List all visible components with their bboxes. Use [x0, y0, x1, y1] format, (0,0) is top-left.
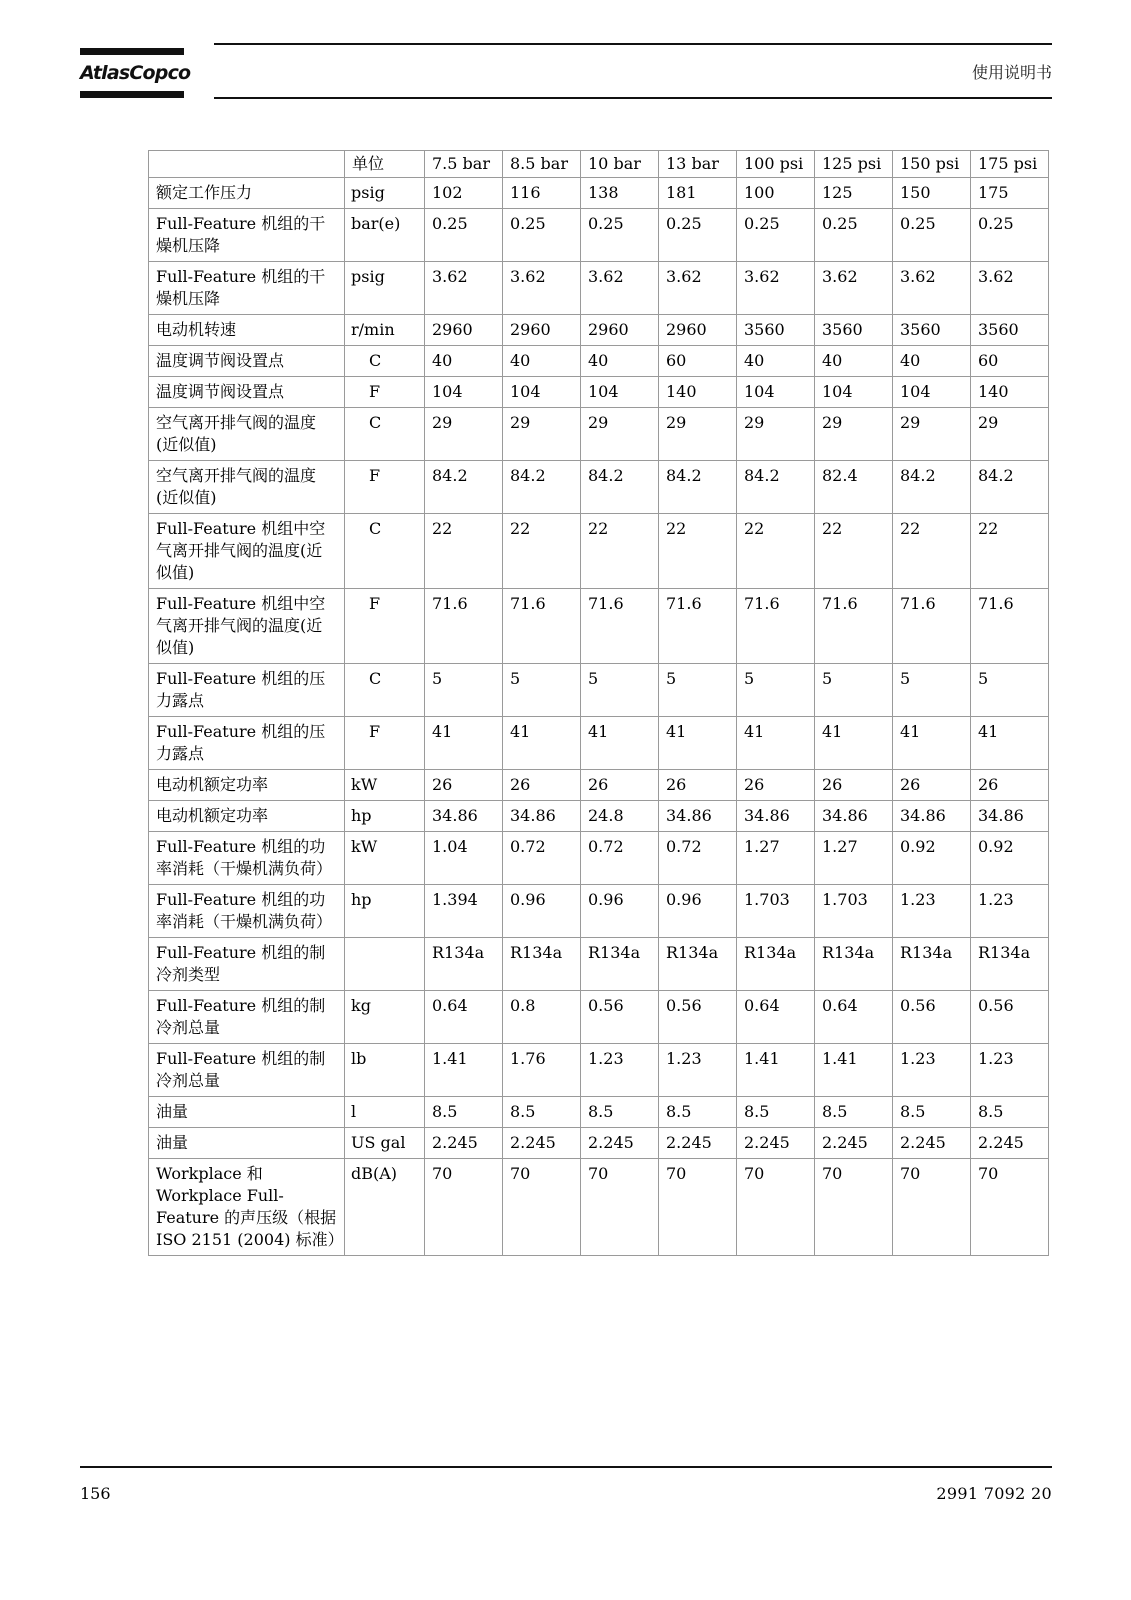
row-value: R134a: [659, 938, 737, 991]
table-row: [149, 1128, 1049, 1159]
row-unit: l: [345, 1097, 425, 1128]
row-value: 71.6: [425, 589, 503, 664]
row-value: 125: [815, 178, 893, 209]
row-value: 40: [737, 346, 815, 377]
row-value: 138: [581, 178, 659, 209]
row-value: 70: [503, 1159, 581, 1256]
document-title: 使用说明书: [971, 63, 1052, 82]
row-value: 0.72: [503, 832, 581, 885]
row-value: 116: [503, 178, 581, 209]
row-unit: kg: [345, 991, 425, 1044]
row-value: 5: [503, 664, 581, 717]
table-row: [149, 885, 1049, 938]
row-label: 空气离开排气阀的温度(近似值): [149, 461, 345, 514]
row-value: 1.23: [971, 1044, 1049, 1097]
row-unit: lb: [345, 1044, 425, 1097]
table-row: [149, 717, 1049, 770]
row-value: 104: [737, 377, 815, 408]
row-value: 84.2: [659, 461, 737, 514]
header-rule-top: [214, 43, 1052, 45]
row-value: 70: [425, 1159, 503, 1256]
row-value: 3560: [971, 315, 1049, 346]
row-value: 40: [503, 346, 581, 377]
row-value: 0.56: [971, 991, 1049, 1044]
row-label: Full-Feature 机组的压力露点: [149, 664, 345, 717]
row-value: 71.6: [815, 589, 893, 664]
row-label: Full-Feature 机组的干燥机压降: [149, 209, 345, 262]
row-value: 41: [893, 717, 971, 770]
row-value: 2.245: [893, 1128, 971, 1159]
row-value: 40: [581, 346, 659, 377]
row-label: Full-Feature 机组的制冷剂总量: [149, 1044, 345, 1097]
row-label: Full-Feature 机组中空气离开排气阀的温度(近似值): [149, 514, 345, 589]
row-value: R134a: [893, 938, 971, 991]
row-value: 24.8: [581, 801, 659, 832]
row-value: 60: [659, 346, 737, 377]
row-value: 0.8: [503, 991, 581, 1044]
footer-rule: [80, 1466, 1052, 1468]
row-value: 8.5: [503, 1097, 581, 1128]
row-unit: kW: [345, 832, 425, 885]
column-header-unit: 单位: [345, 151, 425, 178]
table-row: [149, 1044, 1049, 1097]
column-header-pressure: 150 psi: [893, 151, 971, 178]
row-value: 3560: [815, 315, 893, 346]
row-value: R134a: [503, 938, 581, 991]
row-value: 70: [659, 1159, 737, 1256]
row-value: 0.25: [581, 209, 659, 262]
row-value: 3.62: [425, 262, 503, 315]
row-value: 70: [581, 1159, 659, 1256]
table-header-row: [149, 151, 1049, 178]
row-value: 29: [581, 408, 659, 461]
row-value: 8.5: [971, 1097, 1049, 1128]
column-header-pressure: 175 psi: [971, 151, 1049, 178]
table-row: [149, 801, 1049, 832]
row-unit: F: [345, 461, 425, 514]
row-value: 0.96: [659, 885, 737, 938]
table-row: [149, 262, 1049, 315]
logo-bar-top: [80, 48, 184, 55]
row-unit: psig: [345, 178, 425, 209]
row-value: 34.86: [659, 801, 737, 832]
row-value: 1.23: [659, 1044, 737, 1097]
row-unit: kW: [345, 770, 425, 801]
table-row: [149, 832, 1049, 885]
row-value: 8.5: [581, 1097, 659, 1128]
row-value: 34.86: [971, 801, 1049, 832]
row-value: 5: [737, 664, 815, 717]
row-unit: C: [345, 664, 425, 717]
table-row: [149, 209, 1049, 262]
row-value: 5: [971, 664, 1049, 717]
row-value: 1.27: [815, 832, 893, 885]
column-header-pressure: 8.5 bar: [503, 151, 581, 178]
row-value: R134a: [971, 938, 1049, 991]
row-label: 电动机转速: [149, 315, 345, 346]
row-value: R134a: [425, 938, 503, 991]
row-value: 40: [425, 346, 503, 377]
row-value: 34.86: [503, 801, 581, 832]
row-value: 71.6: [659, 589, 737, 664]
row-unit: dB(A): [345, 1159, 425, 1256]
column-header-pressure: 13 bar: [659, 151, 737, 178]
row-value: 26: [659, 770, 737, 801]
row-value: R134a: [581, 938, 659, 991]
row-value: 22: [581, 514, 659, 589]
row-value: 1.27: [737, 832, 815, 885]
row-value: 26: [893, 770, 971, 801]
row-value: 2.245: [581, 1128, 659, 1159]
row-value: 84.2: [581, 461, 659, 514]
row-value: 0.25: [737, 209, 815, 262]
row-label: 电动机额定功率: [149, 770, 345, 801]
row-value: 1.76: [503, 1044, 581, 1097]
row-value: 22: [893, 514, 971, 589]
row-value: 84.2: [503, 461, 581, 514]
column-header-pressure: 10 bar: [581, 151, 659, 178]
row-value: 1.23: [893, 885, 971, 938]
row-value: 104: [503, 377, 581, 408]
row-value: 0.56: [581, 991, 659, 1044]
row-value: 102: [425, 178, 503, 209]
row-value: 1.703: [737, 885, 815, 938]
row-value: 1.23: [581, 1044, 659, 1097]
column-header-pressure: 100 psi: [737, 151, 815, 178]
row-value: 29: [971, 408, 1049, 461]
row-value: 70: [971, 1159, 1049, 1256]
column-header-pressure: 125 psi: [815, 151, 893, 178]
column-header-label: [149, 151, 345, 178]
row-value: 22: [971, 514, 1049, 589]
row-unit: F: [345, 589, 425, 664]
row-value: 71.6: [737, 589, 815, 664]
table-row: [149, 514, 1049, 589]
row-value: 3560: [893, 315, 971, 346]
row-value: 100: [737, 178, 815, 209]
row-value: 40: [815, 346, 893, 377]
row-value: 2.245: [425, 1128, 503, 1159]
row-value: 0.72: [581, 832, 659, 885]
table-row: [149, 770, 1049, 801]
row-value: 0.96: [503, 885, 581, 938]
row-value: 0.96: [581, 885, 659, 938]
row-value: 34.86: [815, 801, 893, 832]
row-value: 2960: [659, 315, 737, 346]
row-unit: F: [345, 377, 425, 408]
row-value: 60: [971, 346, 1049, 377]
row-value: 22: [737, 514, 815, 589]
header-rule-bottom: [214, 97, 1052, 99]
row-value: 0.25: [425, 209, 503, 262]
row-value: 104: [893, 377, 971, 408]
row-value: 70: [737, 1159, 815, 1256]
row-value: 2.245: [503, 1128, 581, 1159]
row-value: 26: [503, 770, 581, 801]
row-value: 104: [425, 377, 503, 408]
table-row: [149, 461, 1049, 514]
table-row: [149, 991, 1049, 1044]
table-row: [149, 315, 1049, 346]
row-value: 22: [425, 514, 503, 589]
table-row: [149, 346, 1049, 377]
row-value: 41: [425, 717, 503, 770]
row-value: 26: [581, 770, 659, 801]
row-value: 3560: [737, 315, 815, 346]
row-value: 29: [659, 408, 737, 461]
row-value: R134a: [815, 938, 893, 991]
row-label: 油量: [149, 1097, 345, 1128]
row-value: 84.2: [737, 461, 815, 514]
row-value: 41: [971, 717, 1049, 770]
row-value: 2.245: [815, 1128, 893, 1159]
table-row: [149, 1097, 1049, 1128]
row-label: 温度调节阀设置点: [149, 346, 345, 377]
table-body: [149, 178, 1049, 1256]
row-value: 0.64: [815, 991, 893, 1044]
row-value: 2960: [581, 315, 659, 346]
row-value: 2.245: [971, 1128, 1049, 1159]
row-value: 26: [425, 770, 503, 801]
row-value: 84.2: [971, 461, 1049, 514]
row-unit: r/min: [345, 315, 425, 346]
row-label: 电动机额定功率: [149, 801, 345, 832]
row-value: 2960: [425, 315, 503, 346]
row-value: 1.394: [425, 885, 503, 938]
row-value: 1.703: [815, 885, 893, 938]
row-unit: C: [345, 346, 425, 377]
row-value: 0.25: [971, 209, 1049, 262]
row-unit: hp: [345, 885, 425, 938]
row-value: 2960: [503, 315, 581, 346]
row-value: 3.62: [971, 262, 1049, 315]
row-value: 0.56: [659, 991, 737, 1044]
row-value: 26: [737, 770, 815, 801]
row-value: 26: [971, 770, 1049, 801]
row-value: 41: [815, 717, 893, 770]
row-value: 82.4: [815, 461, 893, 514]
logo-wordmark: AtlasCopco: [80, 62, 191, 84]
row-value: 41: [737, 717, 815, 770]
row-value: 22: [815, 514, 893, 589]
row-label: Full-Feature 机组的功率消耗（干燥机满负荷）: [149, 832, 345, 885]
row-value: 29: [503, 408, 581, 461]
row-value: 1.41: [425, 1044, 503, 1097]
row-value: 71.6: [971, 589, 1049, 664]
row-value: 150: [893, 178, 971, 209]
row-value: 0.64: [425, 991, 503, 1044]
row-label: 空气离开排气阀的温度(近似值): [149, 408, 345, 461]
row-label: Full-Feature 机组的压力露点: [149, 717, 345, 770]
row-value: 29: [815, 408, 893, 461]
row-value: 1.23: [971, 885, 1049, 938]
row-value: 2.245: [659, 1128, 737, 1159]
row-value: 41: [659, 717, 737, 770]
row-unit: F: [345, 717, 425, 770]
table-row: [149, 589, 1049, 664]
row-value: 3.62: [659, 262, 737, 315]
row-value: 1.04: [425, 832, 503, 885]
table-row: [149, 377, 1049, 408]
row-value: 175: [971, 178, 1049, 209]
technical-data-table: [148, 150, 1049, 1256]
row-value: 0.72: [659, 832, 737, 885]
row-unit: psig: [345, 262, 425, 315]
row-value: 70: [893, 1159, 971, 1256]
row-value: 2.245: [737, 1128, 815, 1159]
table-header: [149, 151, 1049, 178]
row-value: 71.6: [581, 589, 659, 664]
row-value: 5: [893, 664, 971, 717]
document-number: 2991 7092 20: [936, 1484, 1052, 1503]
row-label: Full-Feature 机组的制冷剂类型: [149, 938, 345, 991]
row-value: 71.6: [893, 589, 971, 664]
row-value: 104: [815, 377, 893, 408]
table-row: [149, 1159, 1049, 1256]
row-value: 5: [815, 664, 893, 717]
row-value: 8.5: [893, 1097, 971, 1128]
row-value: 1.41: [737, 1044, 815, 1097]
row-unit: C: [345, 408, 425, 461]
row-value: 0.25: [503, 209, 581, 262]
row-value: 29: [893, 408, 971, 461]
row-unit: US gal: [345, 1128, 425, 1159]
row-value: 84.2: [893, 461, 971, 514]
row-value: 29: [425, 408, 503, 461]
row-value: 41: [581, 717, 659, 770]
row-value: 34.86: [893, 801, 971, 832]
row-value: 0.25: [815, 209, 893, 262]
table-row: [149, 664, 1049, 717]
row-value: 84.2: [425, 461, 503, 514]
row-value: 0.64: [737, 991, 815, 1044]
row-value: 140: [659, 377, 737, 408]
row-value: 0.56: [893, 991, 971, 1044]
row-value: R134a: [737, 938, 815, 991]
page-number: 156: [80, 1484, 111, 1503]
row-value: 104: [581, 377, 659, 408]
row-value: 22: [503, 514, 581, 589]
row-value: 181: [659, 178, 737, 209]
row-value: 8.5: [659, 1097, 737, 1128]
row-label: Full-Feature 机组的干燥机压降: [149, 262, 345, 315]
row-value: 1.23: [893, 1044, 971, 1097]
row-value: 5: [425, 664, 503, 717]
row-unit: hp: [345, 801, 425, 832]
row-value: 22: [659, 514, 737, 589]
row-value: 0.92: [971, 832, 1049, 885]
row-value: 41: [503, 717, 581, 770]
row-label: 温度调节阀设置点: [149, 377, 345, 408]
row-value: 34.86: [737, 801, 815, 832]
row-unit: bar(e): [345, 209, 425, 262]
row-value: 0.25: [893, 209, 971, 262]
row-value: 29: [737, 408, 815, 461]
row-value: 70: [815, 1159, 893, 1256]
row-value: 71.6: [503, 589, 581, 664]
row-value: 5: [581, 664, 659, 717]
row-value: 8.5: [425, 1097, 503, 1128]
table-row: [149, 408, 1049, 461]
row-value: 34.86: [425, 801, 503, 832]
row-value: 3.62: [581, 262, 659, 315]
row-value: 0.92: [893, 832, 971, 885]
table-row: [149, 178, 1049, 209]
row-value: 0.25: [659, 209, 737, 262]
table-row: [149, 938, 1049, 991]
row-value: 3.62: [737, 262, 815, 315]
row-unit: [345, 938, 425, 991]
row-value: 3.62: [893, 262, 971, 315]
row-label: Full-Feature 机组的功率消耗（干燥机满负荷）: [149, 885, 345, 938]
row-value: 3.62: [815, 262, 893, 315]
row-value: 26: [815, 770, 893, 801]
row-label: Workplace 和 Workplace Full-Feature 的声压级（根据 ISO 2151 (2004) 标准）: [149, 1159, 345, 1256]
row-label: Full-Feature 机组的制冷剂总量: [149, 991, 345, 1044]
row-label: 油量: [149, 1128, 345, 1159]
row-label: 额定工作压力: [149, 178, 345, 209]
row-value: 140: [971, 377, 1049, 408]
row-value: 8.5: [737, 1097, 815, 1128]
row-value: 3.62: [503, 262, 581, 315]
column-header-pressure: 7.5 bar: [425, 151, 503, 178]
row-value: 8.5: [815, 1097, 893, 1128]
logo-bar-bottom: [80, 91, 184, 98]
row-label: Full-Feature 机组中空气离开排气阀的温度(近似值): [149, 589, 345, 664]
atlas-copco-logo: [80, 48, 191, 98]
row-value: 5: [659, 664, 737, 717]
row-unit: C: [345, 514, 425, 589]
row-value: 40: [893, 346, 971, 377]
row-value: 1.41: [815, 1044, 893, 1097]
